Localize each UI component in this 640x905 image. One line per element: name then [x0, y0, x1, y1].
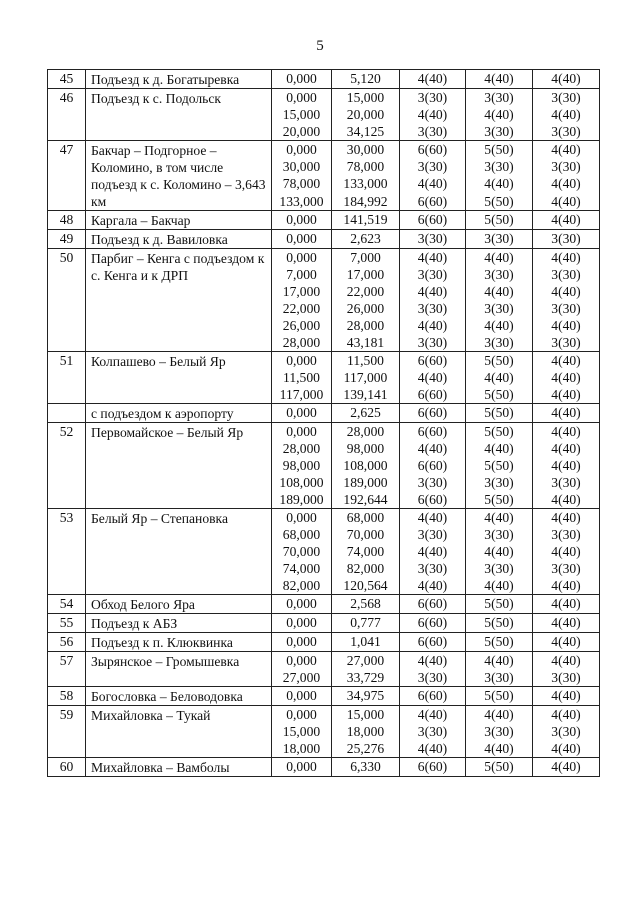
segment-end-km: 2,568 — [332, 595, 400, 614]
value-col-1: 4(40) — [400, 317, 466, 334]
value-col-3: 3(30) — [533, 123, 600, 141]
segment-end-km: 1,041 — [332, 633, 400, 652]
road-entry — [48, 758, 600, 777]
road-entry — [48, 633, 600, 652]
value-col-3: 4(40) — [533, 352, 600, 370]
value-col-2: 5(50) — [466, 595, 533, 614]
segment-end-km: 7,000 — [332, 249, 400, 267]
table-row — [48, 89, 600, 107]
value-col-3: 4(40) — [533, 633, 600, 652]
road-number: 49 — [48, 230, 86, 249]
segment-start-km: 15,000 — [272, 723, 332, 740]
value-col-1: 4(40) — [400, 509, 466, 527]
segment-start-km: 78,000 — [272, 175, 332, 192]
value-col-3: 4(40) — [533, 141, 600, 159]
road-number: 60 — [48, 758, 86, 777]
value-col-3: 4(40) — [533, 614, 600, 633]
value-col-2: 5(50) — [466, 633, 533, 652]
segment-start-km: 0,000 — [272, 230, 332, 249]
road-entry — [48, 509, 600, 595]
segment-start-km: 26,000 — [272, 317, 332, 334]
road-name: Подъезд к д. Богатыревка — [86, 70, 272, 89]
table-row — [48, 423, 600, 441]
road-number: 51 — [48, 352, 86, 404]
road-name: Парбиг – Кенга с подъездом к с. Кенга и к ДРП — [86, 249, 272, 352]
value-col-3: 4(40) — [533, 369, 600, 386]
road-name: Обход Белого Яра — [86, 595, 272, 614]
value-col-1: 3(30) — [400, 230, 466, 249]
value-col-2: 5(50) — [466, 457, 533, 474]
value-col-2: 5(50) — [466, 352, 533, 370]
value-col-3: 3(30) — [533, 526, 600, 543]
road-name: Первомайское – Белый Яр — [86, 423, 272, 509]
road-number: 54 — [48, 595, 86, 614]
value-col-1: 3(30) — [400, 334, 466, 352]
segment-start-km: 0,000 — [272, 70, 332, 89]
value-col-1: 6(60) — [400, 614, 466, 633]
segment-start-km: 0,000 — [272, 249, 332, 267]
road-name: Подъезд к с. Подольск — [86, 89, 272, 141]
road-name: Богословка – Беловодовка — [86, 687, 272, 706]
value-col-1: 3(30) — [400, 158, 466, 175]
value-col-1: 3(30) — [400, 723, 466, 740]
segment-end-km: 15,000 — [332, 89, 400, 107]
segment-start-km: 7,000 — [272, 266, 332, 283]
roads-table — [47, 69, 600, 777]
segment-start-km: 0,000 — [272, 595, 332, 614]
segment-start-km: 0,000 — [272, 89, 332, 107]
value-col-1: 6(60) — [400, 352, 466, 370]
road-number: 52 — [48, 423, 86, 509]
value-col-2: 3(30) — [466, 123, 533, 141]
road-name: Подъезд к д. Вавиловка — [86, 230, 272, 249]
value-col-2: 4(40) — [466, 249, 533, 267]
road-entry — [48, 595, 600, 614]
segment-end-km: 133,000 — [332, 175, 400, 192]
segment-end-km: 34,125 — [332, 123, 400, 141]
value-col-1: 3(30) — [400, 123, 466, 141]
segment-start-km: 0,000 — [272, 758, 332, 777]
value-col-2: 3(30) — [466, 300, 533, 317]
page-number: 5 — [316, 38, 324, 54]
table-row — [48, 633, 600, 652]
value-col-1: 4(40) — [400, 369, 466, 386]
segment-end-km: 30,000 — [332, 141, 400, 159]
road-entry — [48, 614, 600, 633]
segment-start-km: 22,000 — [272, 300, 332, 317]
table-row — [48, 687, 600, 706]
value-col-3: 4(40) — [533, 543, 600, 560]
value-col-3: 4(40) — [533, 106, 600, 123]
table-row — [48, 352, 600, 370]
segment-end-km: 27,000 — [332, 652, 400, 670]
value-col-3: 4(40) — [533, 457, 600, 474]
road-entry — [48, 70, 600, 89]
road-name: Белый Яр – Степановка — [86, 509, 272, 595]
value-col-3: 3(30) — [533, 158, 600, 175]
value-col-3: 4(40) — [533, 423, 600, 441]
road-entry — [48, 423, 600, 509]
value-col-2: 5(50) — [466, 614, 533, 633]
value-col-1: 4(40) — [400, 577, 466, 595]
value-col-1: 6(60) — [400, 211, 466, 230]
value-col-2: 5(50) — [466, 141, 533, 159]
value-col-2: 4(40) — [466, 706, 533, 724]
value-col-2: 4(40) — [466, 106, 533, 123]
value-col-1: 6(60) — [400, 595, 466, 614]
value-col-1: 6(60) — [400, 386, 466, 404]
value-col-1: 3(30) — [400, 560, 466, 577]
value-col-1: 4(40) — [400, 283, 466, 300]
road-number: 55 — [48, 614, 86, 633]
table-row — [48, 614, 600, 633]
value-col-2: 5(50) — [466, 404, 533, 423]
segment-end-km: 192,644 — [332, 491, 400, 509]
value-col-2: 4(40) — [466, 509, 533, 527]
segment-end-km: 6,330 — [332, 758, 400, 777]
value-col-1: 4(40) — [400, 70, 466, 89]
segment-start-km: 0,000 — [272, 652, 332, 670]
segment-start-km: 0,000 — [272, 141, 332, 159]
segment-start-km: 28,000 — [272, 334, 332, 352]
value-col-3: 4(40) — [533, 70, 600, 89]
value-col-2: 4(40) — [466, 543, 533, 560]
road-name: Подъезд к п. Клюквинка — [86, 633, 272, 652]
segment-end-km: 17,000 — [332, 266, 400, 283]
segment-end-km: 74,000 — [332, 543, 400, 560]
road-name: с подъездом к аэропорту — [86, 404, 272, 423]
segment-start-km: 189,000 — [272, 491, 332, 509]
value-col-1: 4(40) — [400, 249, 466, 267]
segment-end-km: 43,181 — [332, 334, 400, 352]
segment-start-km: 30,000 — [272, 158, 332, 175]
value-col-3: 4(40) — [533, 758, 600, 777]
value-col-3: 3(30) — [533, 474, 600, 491]
value-col-3: 4(40) — [533, 404, 600, 423]
segment-start-km: 20,000 — [272, 123, 332, 141]
value-col-3: 3(30) — [533, 723, 600, 740]
segment-end-km: 33,729 — [332, 669, 400, 687]
segment-end-km: 70,000 — [332, 526, 400, 543]
table-row — [48, 230, 600, 249]
value-col-1: 4(40) — [400, 175, 466, 192]
value-col-3: 4(40) — [533, 740, 600, 758]
value-col-3: 3(30) — [533, 300, 600, 317]
segment-end-km: 0,777 — [332, 614, 400, 633]
segment-end-km: 78,000 — [332, 158, 400, 175]
segment-start-km: 68,000 — [272, 526, 332, 543]
road-entry — [48, 89, 600, 141]
value-col-1: 4(40) — [400, 106, 466, 123]
road-entry — [48, 652, 600, 687]
road-number: 45 — [48, 70, 86, 89]
segment-start-km: 0,000 — [272, 423, 332, 441]
value-col-1: 3(30) — [400, 474, 466, 491]
value-col-1: 3(30) — [400, 300, 466, 317]
value-col-2: 4(40) — [466, 70, 533, 89]
segment-start-km: 11,500 — [272, 369, 332, 386]
road-name: Бакчар – Подгорное – Коломино, в том числе подъезд к с. Коломино – 3,643 км — [86, 141, 272, 211]
value-col-2: 3(30) — [466, 526, 533, 543]
value-col-1: 3(30) — [400, 89, 466, 107]
road-entry — [48, 211, 600, 230]
value-col-2: 3(30) — [466, 474, 533, 491]
road-entry — [48, 352, 600, 423]
value-col-3: 3(30) — [533, 669, 600, 687]
value-col-2: 4(40) — [466, 283, 533, 300]
table-row — [48, 141, 600, 159]
segment-start-km: 17,000 — [272, 283, 332, 300]
value-col-2: 3(30) — [466, 723, 533, 740]
table-row — [48, 706, 600, 724]
value-col-3: 3(30) — [533, 89, 600, 107]
segment-start-km: 117,000 — [272, 386, 332, 404]
value-col-2: 4(40) — [466, 440, 533, 457]
segment-end-km: 25,276 — [332, 740, 400, 758]
segment-end-km: 18,000 — [332, 723, 400, 740]
value-col-3: 3(30) — [533, 266, 600, 283]
segment-end-km: 2,623 — [332, 230, 400, 249]
value-col-3: 3(30) — [533, 560, 600, 577]
value-col-1: 6(60) — [400, 758, 466, 777]
segment-start-km: 28,000 — [272, 440, 332, 457]
table-row — [48, 652, 600, 670]
value-col-3: 4(40) — [533, 509, 600, 527]
segment-end-km: 184,992 — [332, 193, 400, 211]
road-number: 57 — [48, 652, 86, 687]
value-col-3: 4(40) — [533, 283, 600, 300]
segment-start-km: 70,000 — [272, 543, 332, 560]
value-col-3: 4(40) — [533, 577, 600, 595]
value-col-1: 4(40) — [400, 652, 466, 670]
segment-end-km: 141,519 — [332, 211, 400, 230]
value-col-2: 5(50) — [466, 687, 533, 706]
value-col-2: 4(40) — [466, 175, 533, 192]
segment-end-km: 68,000 — [332, 509, 400, 527]
value-col-3: 4(40) — [533, 440, 600, 457]
value-col-3: 3(30) — [533, 230, 600, 249]
value-col-1: 6(60) — [400, 633, 466, 652]
segment-start-km: 74,000 — [272, 560, 332, 577]
value-col-3: 4(40) — [533, 211, 600, 230]
value-col-2: 3(30) — [466, 89, 533, 107]
value-col-2: 3(30) — [466, 560, 533, 577]
value-col-2: 4(40) — [466, 317, 533, 334]
road-number: 56 — [48, 633, 86, 652]
value-col-1: 6(60) — [400, 687, 466, 706]
segment-start-km: 0,000 — [272, 614, 332, 633]
table-row — [48, 595, 600, 614]
value-col-2: 5(50) — [466, 386, 533, 404]
segment-start-km: 0,000 — [272, 404, 332, 423]
value-col-2: 4(40) — [466, 652, 533, 670]
road-entry — [48, 141, 600, 211]
segment-start-km: 15,000 — [272, 106, 332, 123]
segment-start-km: 18,000 — [272, 740, 332, 758]
segment-end-km: 34,975 — [332, 687, 400, 706]
value-col-2: 5(50) — [466, 193, 533, 211]
value-col-3: 4(40) — [533, 595, 600, 614]
value-col-2: 5(50) — [466, 423, 533, 441]
segment-end-km: 5,120 — [332, 70, 400, 89]
segment-end-km: 139,141 — [332, 386, 400, 404]
segment-end-km: 189,000 — [332, 474, 400, 491]
segment-start-km: 0,000 — [272, 687, 332, 706]
table-row — [48, 249, 600, 267]
value-col-2: 4(40) — [466, 577, 533, 595]
road-entry — [48, 230, 600, 249]
value-col-3: 4(40) — [533, 652, 600, 670]
value-col-2: 3(30) — [466, 230, 533, 249]
value-col-1: 6(60) — [400, 141, 466, 159]
value-col-1: 4(40) — [400, 706, 466, 724]
road-entry — [48, 687, 600, 706]
value-col-3: 4(40) — [533, 317, 600, 334]
value-col-1: 3(30) — [400, 526, 466, 543]
road-number: 53 — [48, 509, 86, 595]
value-col-1: 6(60) — [400, 491, 466, 509]
table-row — [48, 211, 600, 230]
segment-end-km: 117,000 — [332, 369, 400, 386]
segment-start-km: 108,000 — [272, 474, 332, 491]
road-name: Каргала – Бакчар — [86, 211, 272, 230]
segment-end-km: 98,000 — [332, 440, 400, 457]
road-number: 59 — [48, 706, 86, 758]
segment-start-km: 0,000 — [272, 352, 332, 370]
road-number: 58 — [48, 687, 86, 706]
value-col-1: 3(30) — [400, 669, 466, 687]
value-col-3: 4(40) — [533, 386, 600, 404]
segment-start-km: 0,000 — [272, 706, 332, 724]
segment-end-km: 82,000 — [332, 560, 400, 577]
value-col-3: 4(40) — [533, 249, 600, 267]
road-number: 50 — [48, 249, 86, 352]
value-col-2: 3(30) — [466, 158, 533, 175]
value-col-2: 4(40) — [466, 740, 533, 758]
value-col-2: 5(50) — [466, 758, 533, 777]
value-col-2: 4(40) — [466, 369, 533, 386]
value-col-1: 6(60) — [400, 423, 466, 441]
segment-end-km: 2,625 — [332, 404, 400, 423]
road-number: 46 — [48, 89, 86, 141]
segment-end-km: 15,000 — [332, 706, 400, 724]
value-col-3: 4(40) — [533, 175, 600, 192]
segment-end-km: 11,500 — [332, 352, 400, 370]
value-col-2: 3(30) — [466, 266, 533, 283]
value-col-1: 4(40) — [400, 543, 466, 560]
value-col-1: 6(60) — [400, 193, 466, 211]
value-col-3: 3(30) — [533, 334, 600, 352]
segment-end-km: 28,000 — [332, 317, 400, 334]
value-col-2: 5(50) — [466, 491, 533, 509]
value-col-3: 4(40) — [533, 687, 600, 706]
road-number — [48, 404, 86, 423]
value-col-1: 6(60) — [400, 457, 466, 474]
road-name: Колпашево – Белый Яр — [86, 352, 272, 404]
value-col-3: 4(40) — [533, 193, 600, 211]
value-col-3: 4(40) — [533, 491, 600, 509]
segment-end-km: 26,000 — [332, 300, 400, 317]
segment-start-km: 27,000 — [272, 669, 332, 687]
segment-start-km: 0,000 — [272, 509, 332, 527]
road-name: Подъезд к АБЗ — [86, 614, 272, 633]
segment-start-km: 133,000 — [272, 193, 332, 211]
segment-end-km: 20,000 — [332, 106, 400, 123]
road-name: Михайловка – Вамболы — [86, 758, 272, 777]
table-row — [48, 70, 600, 89]
segment-start-km: 82,000 — [272, 577, 332, 595]
road-name: Михайловка – Тукай — [86, 706, 272, 758]
value-col-1: 4(40) — [400, 740, 466, 758]
table-row — [48, 758, 600, 777]
road-entry — [48, 249, 600, 352]
table-row — [48, 404, 600, 423]
value-col-2: 3(30) — [466, 334, 533, 352]
value-col-1: 3(30) — [400, 266, 466, 283]
road-entry — [48, 706, 600, 758]
segment-end-km: 28,000 — [332, 423, 400, 441]
segment-start-km: 0,000 — [272, 633, 332, 652]
table-row — [48, 509, 600, 527]
segment-start-km: 98,000 — [272, 457, 332, 474]
road-number: 47 — [48, 141, 86, 211]
value-col-1: 4(40) — [400, 440, 466, 457]
value-col-3: 4(40) — [533, 706, 600, 724]
segment-start-km: 0,000 — [272, 211, 332, 230]
value-col-1: 6(60) — [400, 404, 466, 423]
value-col-2: 5(50) — [466, 211, 533, 230]
road-name: Зырянское – Громышевка — [86, 652, 272, 687]
value-col-2: 3(30) — [466, 669, 533, 687]
segment-end-km: 120,564 — [332, 577, 400, 595]
segment-end-km: 108,000 — [332, 457, 400, 474]
road-number: 48 — [48, 211, 86, 230]
segment-end-km: 22,000 — [332, 283, 400, 300]
